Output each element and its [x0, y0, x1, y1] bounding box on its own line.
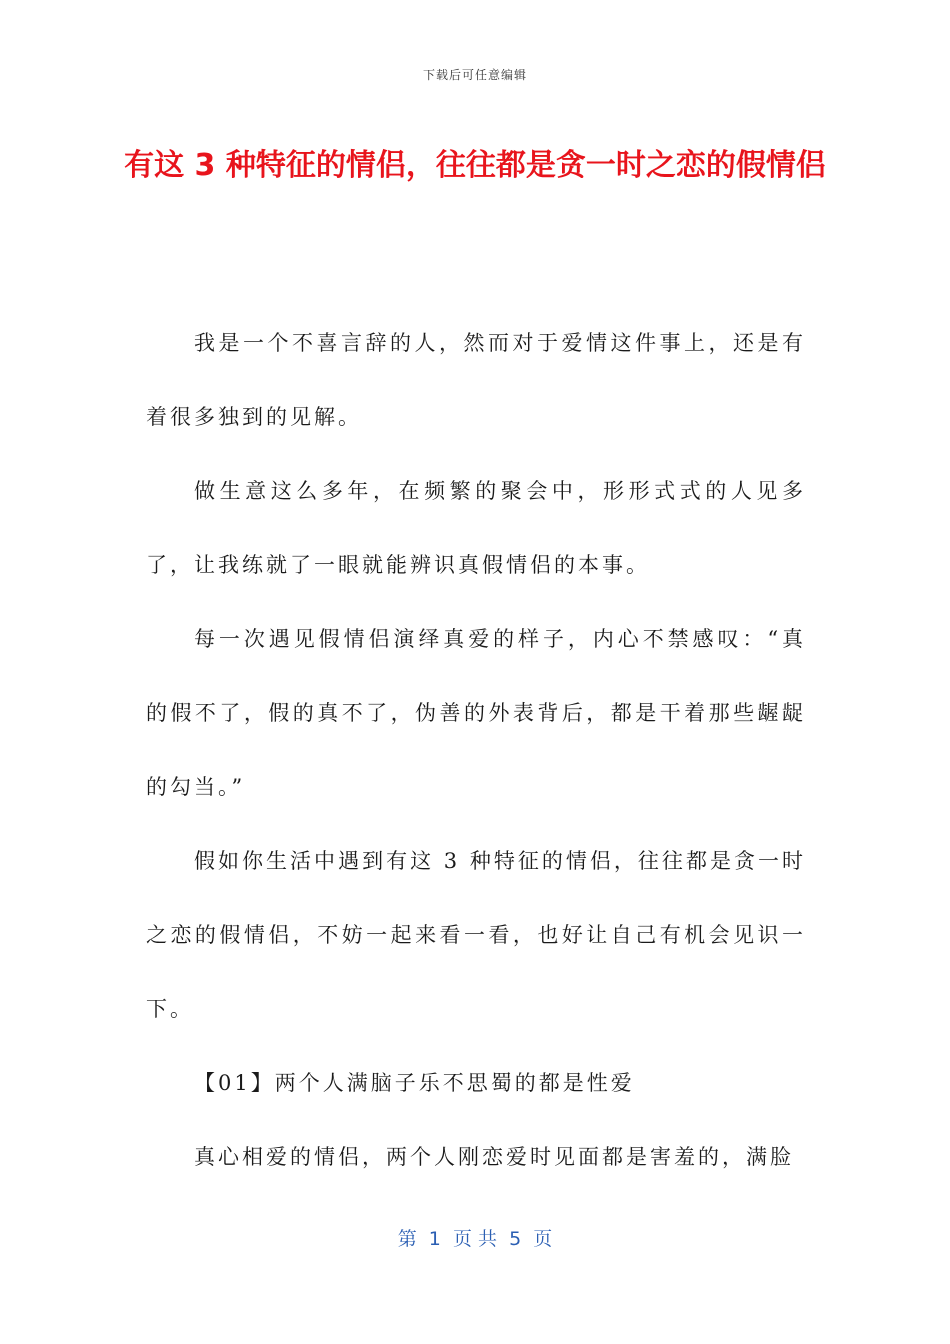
paragraph-4: 假如你生活中遇到有这 3 种特征的情侣，往往都是贪一时之恋的假情侣，不妨一起来看一看，也好让自己有机会见识一下。 [146, 849, 806, 1021]
paragraph-3: 每一次遇见假情侣演绎真爱的样子，内心不禁感叹：“真的假不了，假的真不了，伪善的外表背后，都是干着那些龌龊的勾当。” [146, 627, 806, 799]
paragraph-5: 真心相爱的情侣，两个人刚恋爱时见面都是害羞的，满脸 [194, 1145, 794, 1169]
paragraph-1: 我是一个不喜言辞的人，然而对于爱情这件事上，还是有着很多独到的见解。 [146, 331, 806, 429]
header-note: 下载后可任意编辑 [422, 68, 527, 82]
paragraph-2: 做生意这么多年，在频繁的聚会中，形形式式的人见多了，让我练就了一眼就能辨识真假情侣的本事。 [146, 479, 806, 577]
document-title: 有这 3 种特征的情侣，往往都是贪一时之恋的假情侣 [124, 148, 826, 183]
section-heading-01: 【01】两个人满脑子乐不思蜀的都是性爱 [194, 1071, 635, 1095]
page-footer: 第 1 页 共 5 页 [397, 1228, 553, 1250]
